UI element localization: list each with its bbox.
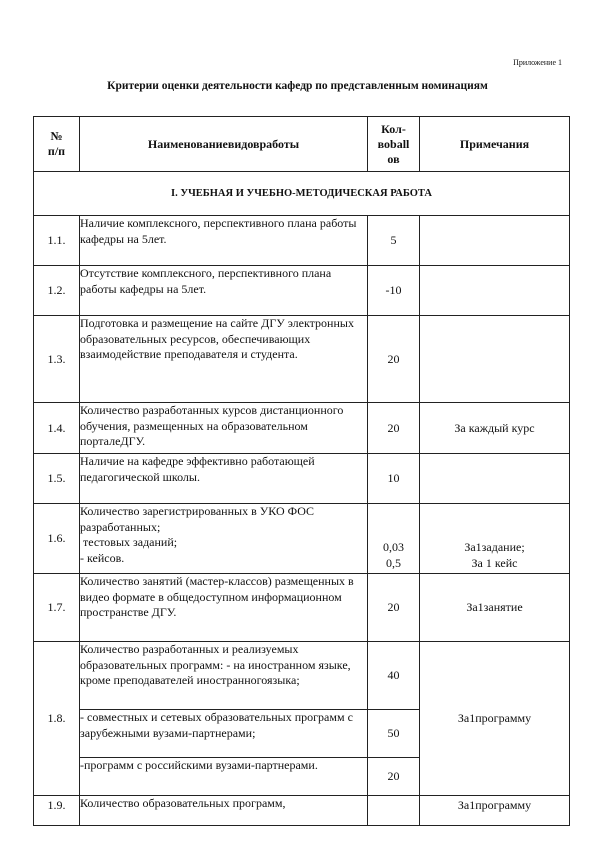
row-score [368,796,420,826]
section-row [34,172,570,216]
row-note: За1программу [420,642,570,796]
row-note-line: За1задание; [464,540,525,554]
row-note: За1программу [420,796,570,826]
row-score: 20 [368,403,420,454]
header-name: Наименованиевидовработы [80,117,368,172]
row-score: 40 [368,642,420,710]
table-row [34,216,570,266]
row-name-line: Количество зарегистрированных в УКО ФОС разработанных; [80,504,315,534]
row-score: 50 [368,710,420,758]
header-number-line: № [50,129,63,143]
row-name: Подготовка и размещение на сайте ДГУ электронных образовательных ресурсов, обеспечивающих взаимодействие преподавателя и студента. [80,316,368,403]
row-name: -программ с российскими вузами-партнерами. [80,758,368,796]
row-note [420,216,570,266]
row-number: 1.2. [34,266,80,316]
row-number: 1.5. [34,454,80,504]
row-number: 1.8. [34,642,80,796]
row-name-line: тестовых заданий; [80,535,178,549]
header-score-line: ов [387,151,400,166]
row-number: 1.7. [34,574,80,642]
row-name: Наличие комплексного, перспективного плана работы кафедры на 5лет. [80,216,368,266]
table-row [34,454,570,504]
header-score [368,117,420,172]
row-score: 20 [368,758,420,796]
row-score: -10 [368,266,420,316]
row-score [368,504,420,574]
row-note [420,454,570,504]
criteria-table [33,116,570,826]
row-score-line: 0,03 [383,540,404,554]
row-score: 5 [368,216,420,266]
row-name: - совместных и сетевых образовательных программ с зарубежными вузами-партнерами; [80,710,368,758]
row-score-line: 0,5 [386,556,401,570]
table-row [34,574,570,642]
row-note [420,504,570,574]
header-notes: Примечания [420,117,570,172]
row-name: Наличие на кафедре эффективно работающей педагогической школы. [80,454,368,504]
row-note [420,266,570,316]
header-number-line: п/п [47,144,66,158]
header-number [34,117,80,172]
row-score: 10 [368,454,420,504]
table-row [34,642,570,710]
row-note: За1занятие [420,574,570,642]
row-score: 20 [368,574,420,642]
header-score-line: воball [377,136,410,151]
row-name: Отсутствие комплексного, перспективного плана работы кафедры на 5лет. [80,266,368,316]
table-header-row [34,117,570,172]
document-title: Критерии оценки деятельности кафедр по представленным номинациям [107,80,488,92]
section-title: I. УЧЕБНАЯ И УЧЕБНО-МЕТОДИЧЕСКАЯ РАБОТА [34,172,570,216]
row-name-line: - кейсов. [80,550,125,565]
table-row [34,796,570,826]
table-row [34,403,570,454]
row-number: 1.3. [34,316,80,403]
row-name: Количество занятий (мастер-классов) размещенных в видео формате в общедоступном информационном пространстве ДГУ. [80,574,368,642]
row-name: Количество образовательных программ, [80,796,368,826]
row-number: 1.9. [34,796,80,826]
row-note: За каждый курс [420,403,570,454]
row-number: 1.6. [34,504,80,574]
appendix-label: Приложение 1 [513,58,562,67]
row-name: Количество разработанных курсов дистанционного обучения, размещенных на образовательном порталеДГУ. [80,403,368,454]
row-note-line: За 1 кейс [471,556,518,570]
row-number: 1.1. [34,216,80,266]
header-score-line: Кол- [381,121,406,136]
row-name [80,504,368,574]
row-name: Количество разработанных и реализуемых образовательных программ: - на иностранном языке, кроме преподавателей иностранногоязыка; [80,642,368,710]
row-score: 20 [368,316,420,403]
row-note [420,316,570,403]
table-row [34,316,570,403]
table-row [34,266,570,316]
table-row [34,504,570,574]
row-number: 1.4. [34,403,80,454]
